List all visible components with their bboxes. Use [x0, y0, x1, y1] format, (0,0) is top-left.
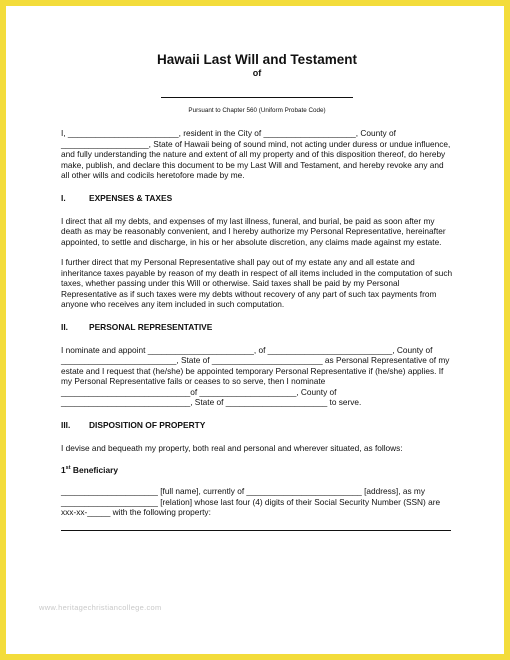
section-title: EXPENSES & TAXES — [89, 192, 173, 203]
section-heading-disposition — [61, 420, 453, 431]
beneficiary-label: Beneficiary — [70, 465, 119, 475]
section-title: PERSONAL REPRESENTATIVE — [89, 321, 213, 332]
beneficiary-paragraph: _____________________ [full name], currently of _________________________ [address], as my _____________________ [relation] whose last four (4) digits of their Social Security Number (SSN) are xxx-xx-_____ with the following property: — [61, 486, 441, 517]
intro-paragraph: I, ________________________, resident in the City of ____________________, County of ___________________, State of Hawaii being of sound mind, not acting under duress or undue influence, and fully understanding the nature and extent of all my property and of this disposition thereof, do hereby make, publish, and declare this document to be my Last Will and Testament, and hereby revoke any and all other wills and codicils heretofore made by me. — [61, 128, 451, 180]
representative-paragraph: I nominate and appoint _______________________, of ___________________________, County of _________________________, State of ________________________ as Personal Representative of my estate and I request that (he/she) be appointed temporary Personal Representative if (he/she) applies. If my Personal Representative fails or ceases to so serve, then I nominate ____________________________of _____________________, County of ____________________________, State of ______________________ to serve. — [61, 344, 450, 407]
document-page — [6, 6, 504, 654]
section-heading-expenses — [61, 193, 453, 204]
document-of: of — [252, 68, 262, 78]
document-title: Hawaii Last Will and Testament — [157, 52, 357, 67]
beneficiary-ordinal: st — [65, 465, 71, 472]
expenses-paragraph-1: I direct that all my debts, and expenses of my last illness, funeral, and burial, be paid as soon after my death as may be reasonably convenient, and I hereby authorize my Personal Representative, hereinafter appointed, to settle and discharge, in his or her absolute discretion, any claims made against my estate. — [61, 215, 446, 247]
property-line — [61, 530, 451, 531]
section-title: DISPOSITION OF PROPERTY — [89, 419, 206, 430]
beneficiary-number: 1 — [61, 465, 66, 475]
section-heading-representative — [61, 322, 453, 333]
expenses-paragraph-2: I further direct that my Personal Representative shall pay out of my estate any and all estate and inheritance taxes payable by reason of my death in respect of all items included in the computation of such taxes, whether passing under this Will or otherwise. Said taxes shall be paid by my Personal Representative as if such taxes were my debts without recovery of any part of such tax payments from anyone who receives any item included in such computation. — [61, 257, 453, 309]
disposition-paragraph: I devise and bequeath my property, both real and personal and wherever situated, as follows: — [61, 442, 403, 453]
section-number: III. — [61, 419, 71, 430]
pursuant-note: Pursuant to Chapter 560 (Uniform Probate Code) — [188, 107, 326, 114]
section-number: I. — [61, 192, 66, 203]
testator-name-line — [161, 97, 353, 98]
section-number: II. — [61, 321, 68, 332]
watermark-text: www.heritagechristiancollege.com — [39, 603, 162, 612]
document-content — [61, 52, 453, 531]
beneficiary-heading — [61, 465, 453, 476]
